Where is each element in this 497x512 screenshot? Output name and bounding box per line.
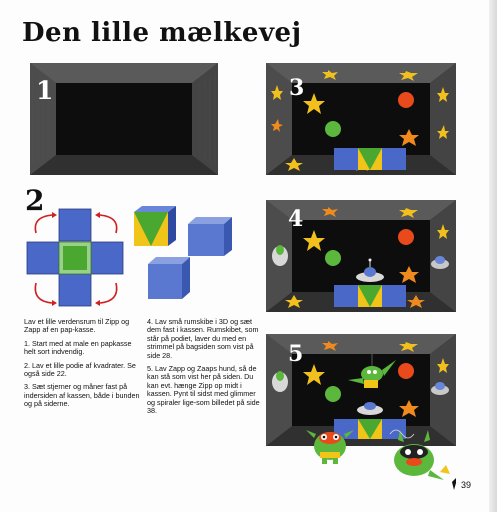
instructions-left-column	[24, 318, 142, 414]
page-edge-shadow	[489, 0, 497, 512]
step3-text: 3. Sæt stjerner og måner fast på indersiden af kassen, både i bunden og på siderne.	[24, 382, 140, 409]
step4-text: 4. Lav små rumskibe i 3D og sæt dem fast i kassen. Rumskibet, som står på podiet, laver du med en strimmel på bagsiden som vist på side 28.	[147, 317, 259, 360]
page-title: Den lille mælkevej	[22, 18, 302, 48]
step2-text: 2. Lav et lille podie af kvadrater. Se også side 22.	[24, 360, 136, 379]
step-number-1: 1	[36, 76, 54, 105]
step-number-5: 5	[288, 341, 304, 367]
step2-cube-net-illustration	[22, 205, 130, 311]
step1-text: 1. Start med at male en papkasse helt sort indvendig.	[24, 338, 132, 357]
step-number-4: 4	[288, 206, 304, 232]
step5-text: 5. Lav Zapp og Zaaps hund, så de kan stå som vist her på siden. Du kan evt. hænge Zipp op midt i kassen. Pynt til sidst med glimmer og spiraler lige-som billedet på side 38.	[147, 364, 260, 416]
step-number-3: 3	[289, 75, 305, 101]
step1-box-illustration	[30, 63, 218, 175]
page-number: 39	[460, 480, 471, 490]
step-number-2: 2	[25, 184, 45, 217]
intro-text: Lav et lille verdensrum til Zipp og Zapp af en pap-kasse.	[24, 317, 130, 335]
step2-cubes-illustration	[128, 204, 238, 308]
instructions-right-column	[147, 318, 263, 420]
